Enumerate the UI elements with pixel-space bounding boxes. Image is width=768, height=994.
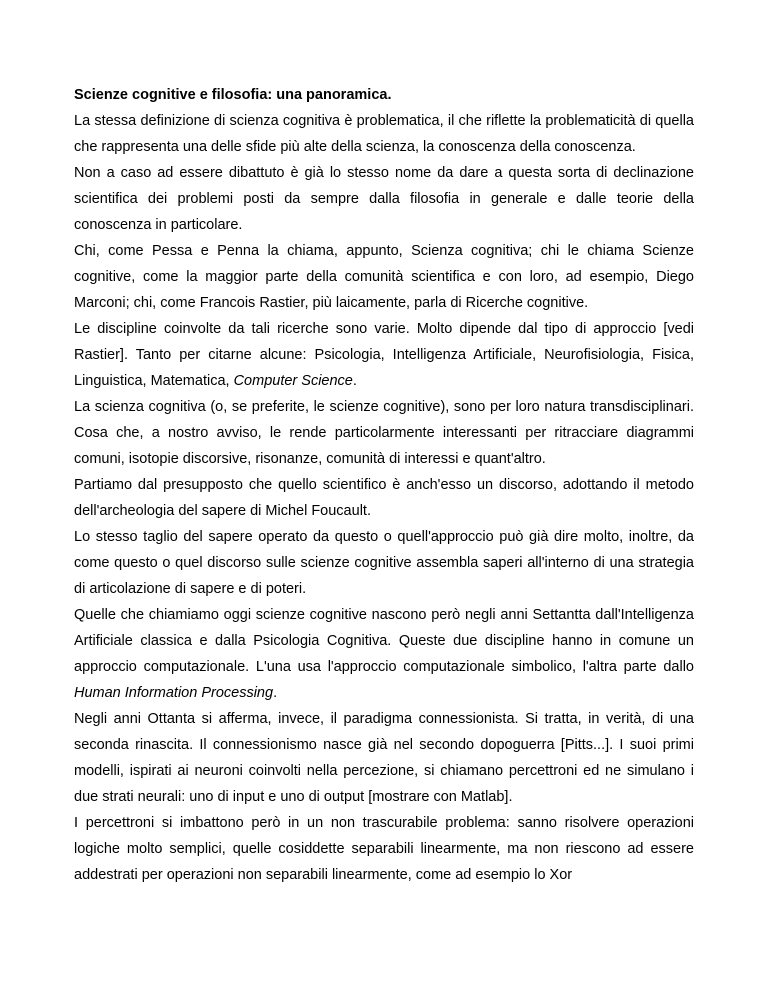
paragraph-text: .	[273, 685, 278, 701]
paragraph-text: I percettroni si imbattono però in un non trascurabile problema: sanno risolvere operazioni logiche molto semplici, quelle cosiddette separabili linearmente, ma non riescono ad essere addestrati per operazioni non separabili linearmente, come ad esempio lo Xor	[74, 815, 694, 883]
paragraph-connectionism	[74, 706, 694, 810]
paragraph-foucault	[74, 472, 694, 524]
paragraph-perceptrons	[74, 810, 694, 888]
paragraph-text: Quelle che chiamiamo oggi scienze cognitive nascono però negli anni Settantta dall'Intelligenza Artificiale classica e dalla Psicologia Cognitiva. Queste due discipline hanno in comune un approccio computazionale. L'una usa l'approccio computazionale simbolico, l'altra parte dallo	[74, 607, 694, 675]
italic-term: Human Information Processing	[74, 685, 274, 701]
paragraph-text: La scienza cognitiva (o, se preferite, le scienze cognitive), sono per loro natura transdisciplinari. Cosa che, a nostro avviso, le rende particolarmente interessanti per ritracciare diagrammi comuni, isotopie discorsive, risonanze, comunità di interessi e quant'altro.	[74, 399, 694, 467]
paragraph-names	[74, 238, 694, 316]
paragraph-naming	[74, 160, 694, 238]
document-body	[74, 82, 694, 888]
paragraph-text: Non a caso ad essere dibattuto è già lo stesso nome da dare a questa sorta di declinazione scientifica dei problemi posti da sempre dalla filosofia in generale e dalle teorie della conoscenza in particolare.	[74, 165, 694, 233]
paragraph-disciplines	[74, 316, 694, 394]
paragraph-transdisciplinary	[74, 394, 694, 472]
paragraph-origins	[74, 602, 694, 706]
paragraph-text: Le discipline coinvolte da tali ricerche sono varie. Molto dipende dal tipo di approccio [vedi Rastier]. Tanto per citarne alcune: Psicologia, Intelligenza Artificiale, Neurofisiologia, Fisica, Linguistica, Matematica,	[74, 321, 694, 389]
paragraph-text: La stessa definizione di scienza cognitiva è problematica, il che riflette la problematicità di quella che rappresenta una delle sfide più alte della scienza, la conoscenza della conoscenza.	[74, 113, 694, 155]
paragraph-text: .	[352, 373, 357, 389]
paragraph-text: Negli anni Ottanta si afferma, invece, il paradigma connessionista. Si tratta, in verità, di una seconda rinascita. Il connessionismo nasce già nel secondo dopoguerra [Pitts...]. I suoi primi modelli, ispirati ai neuroni coinvolti nella percezione, si chiamano percettroni ed ne simulano i due strati neurali: uno di input e uno di output [mostrare con Matlab].	[74, 711, 694, 805]
paragraph-text: Partiamo dal presupposto che quello scientifico è anch'esso un discorso, adottando il metodo dell'archeologia del sapere di Michel Foucault.	[74, 477, 694, 519]
paragraph-text: Lo stesso taglio del sapere operato da questo o quell'approccio può già dire molto, inoltre, da come questo o quel discorso sulle scienze cognitive assembla saperi all'interno di una strategia di articolazione di sapere e di poteri.	[74, 529, 694, 597]
document-title: Scienze cognitive e filosofia: una panoramica.	[74, 87, 392, 103]
italic-term: Computer Science	[233, 373, 353, 389]
paragraph-text: Chi, come Pessa e Penna la chiama, appunto, Scienza cognitiva; chi le chiama Scienze cognitive, come la maggior parte della comunità scientifica e con loro, ad esempio, Diego Marconi; chi, come Francois Rastier, più laicamente, parla di Ricerche cognitive.	[74, 243, 694, 311]
paragraph-definition	[74, 108, 694, 160]
paragraph-knowledge-cut	[74, 524, 694, 602]
